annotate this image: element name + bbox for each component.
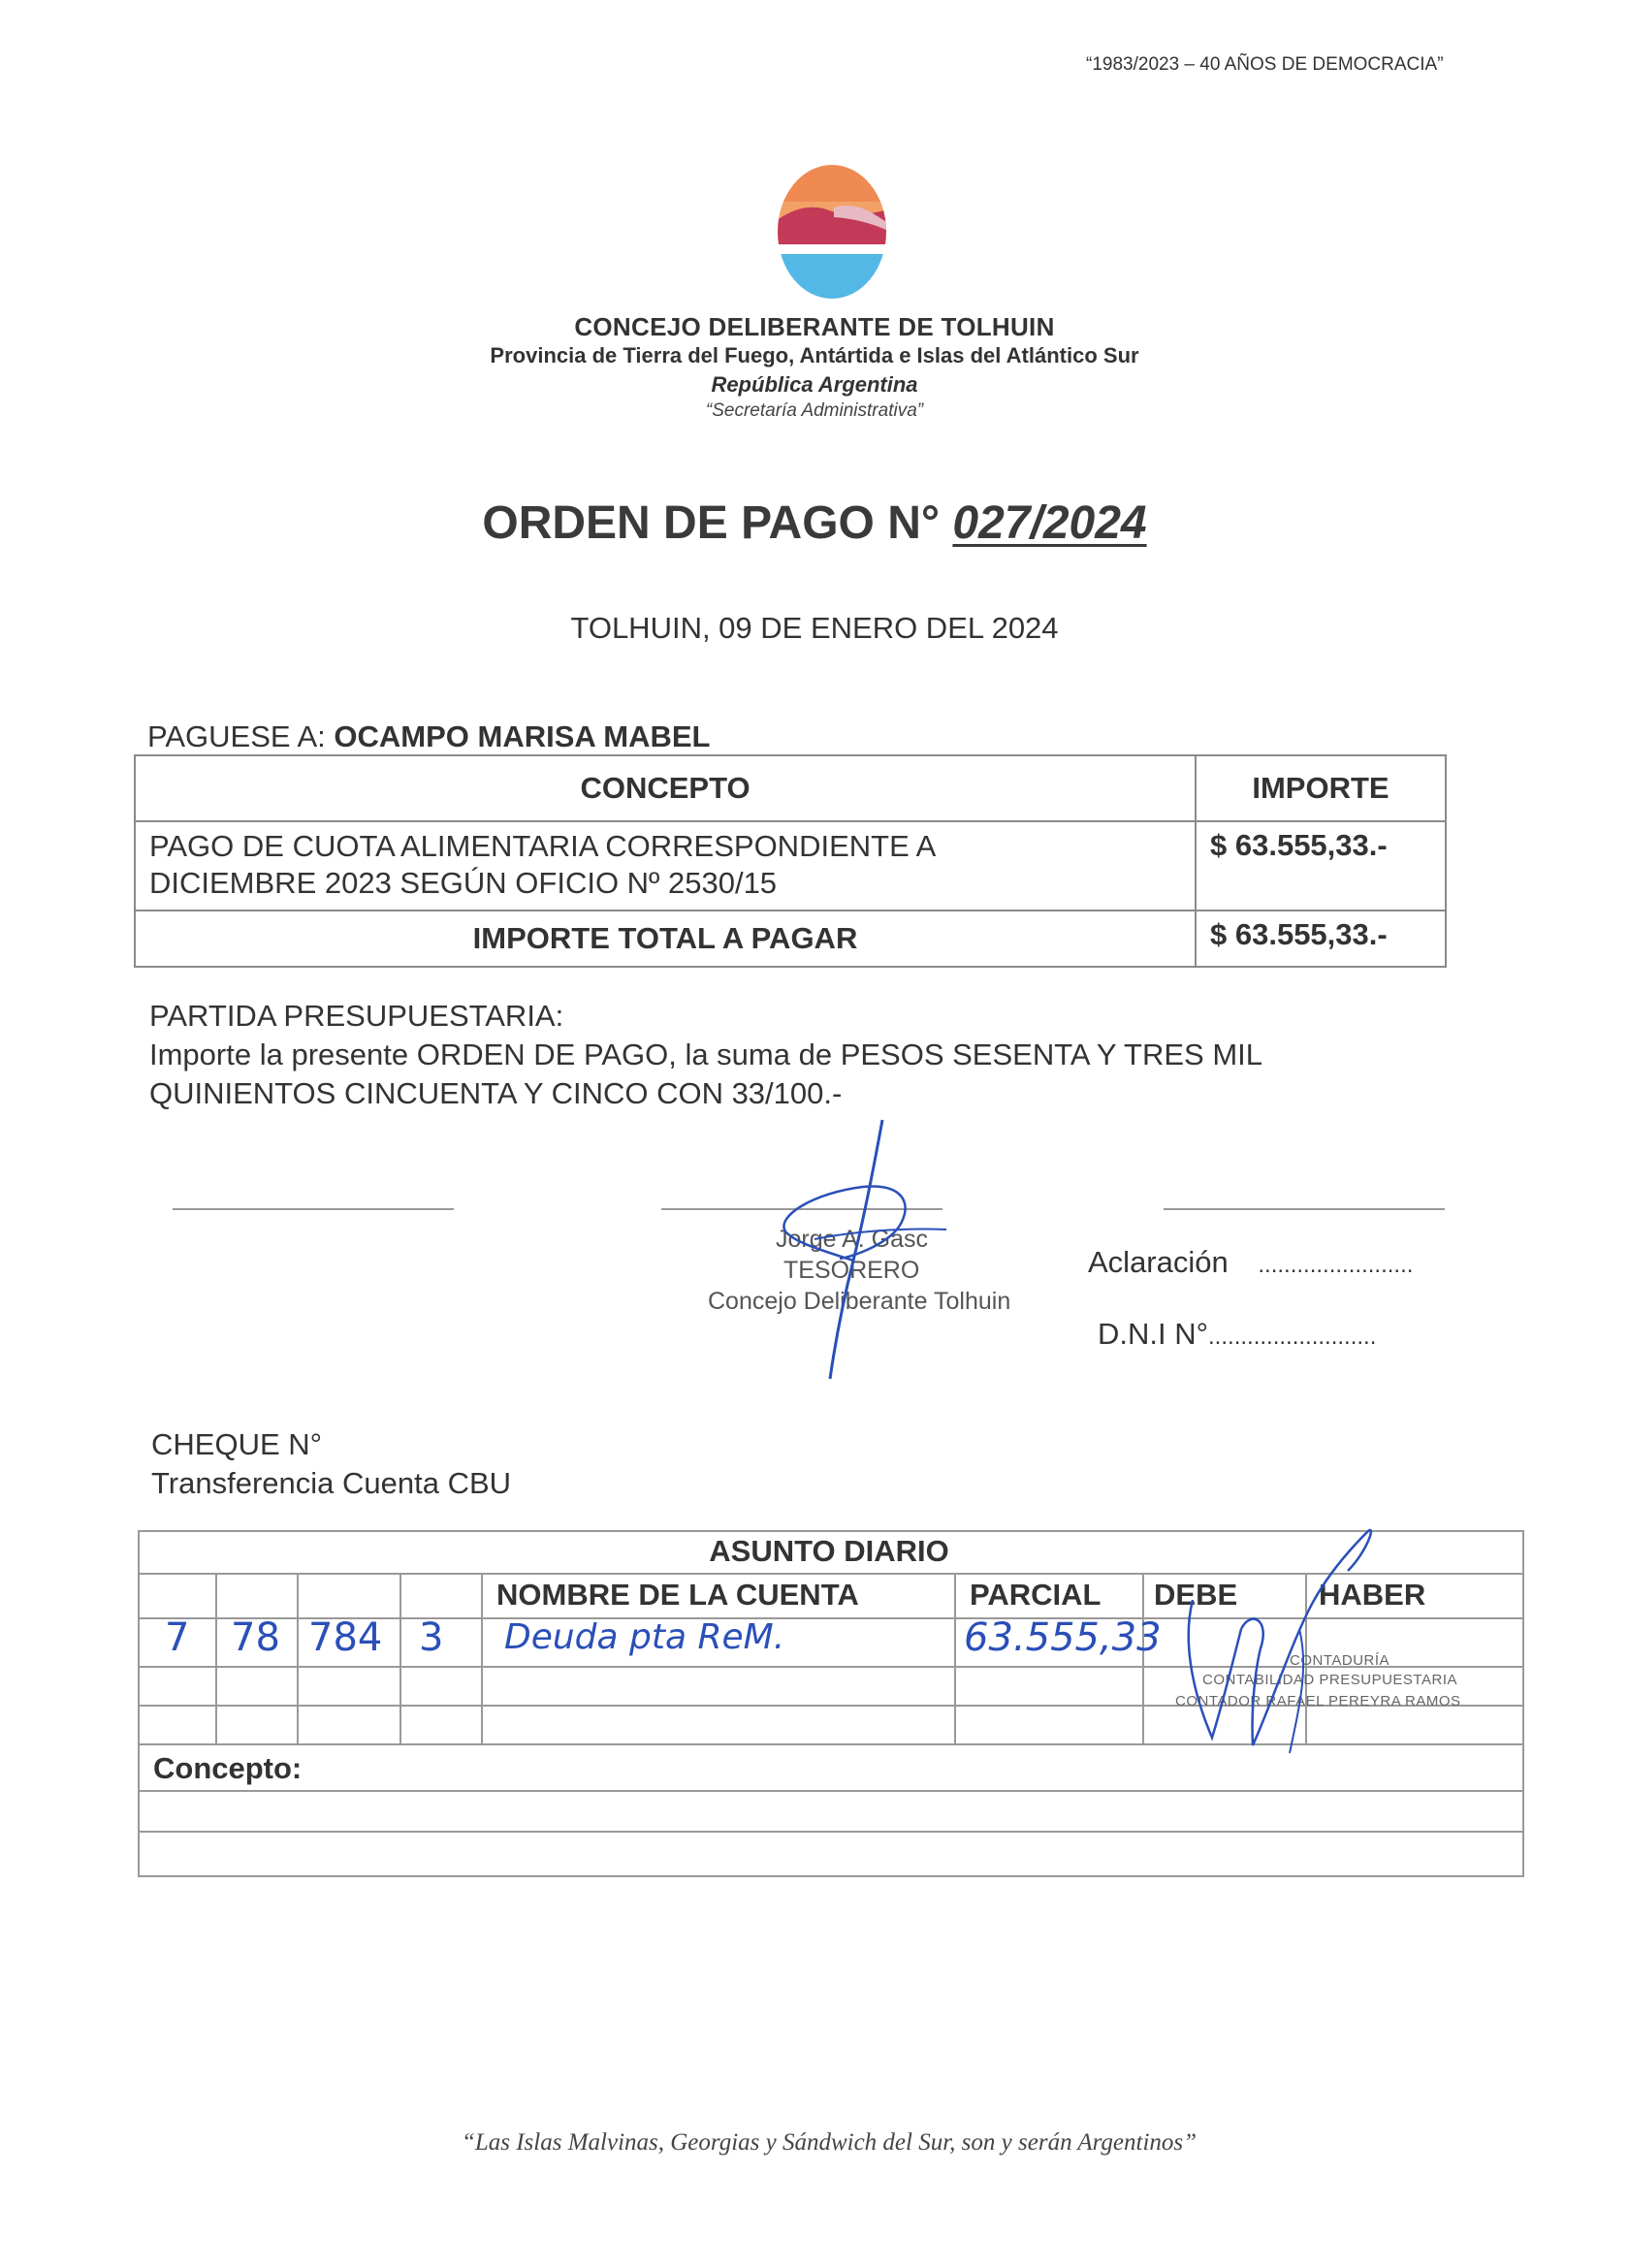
dni-dots: .......................... [1208,1324,1377,1350]
account-name-header: NOMBRE DE LA CUENTA [496,1578,859,1612]
journal-concept-label: Concepto: [153,1751,303,1785]
grid-col-1 [215,1573,217,1745]
handwritten-partial-amount: 63.555,33 [964,1615,1162,1660]
province-name: Provincia de Tierra del Fuego, Antártida e Islas del Atlántico Sur [490,343,1139,367]
sunset-mountains-sea-emblem-icon [776,163,888,301]
issue-date: TOLHUIN, 09 DE ENERO DEL 2024 [570,611,1059,645]
total-label: IMPORTE TOTAL A PAGAR [135,910,1196,967]
cheque-section [151,1425,511,1503]
stamp-line-3: CONTADOR RAFAEL PEREYRA RAMOS [1175,1693,1461,1709]
organization-name: CONCEJO DELIBERANTE DE TOLHUIN [574,312,1055,341]
treasurer-entity: Concejo Deliberante Tolhuin [708,1288,1011,1315]
journal-title: ASUNTO DIARIO [709,1534,949,1568]
malvinas-footer: “Las Islas Malvinas, Georgias y Sándwich del Sur, son y serán Argentinos” [461,2129,1198,2156]
grid-col-3 [399,1573,401,1745]
document-title [0,496,1629,550]
treasurer-signature-icon [756,1115,950,1387]
total-amount: $ 63.555,33.- [1196,910,1446,967]
total-row [135,910,1446,967]
grid-left [138,1530,140,1877]
handwritten-code-1: 7 [165,1615,190,1660]
grid-bottom [138,1875,1524,1877]
concept-line-2: DICIEMBRE 2023 SEGÚN OFICIO Nº 2530/15 [149,866,778,900]
item-amount: $ 63.555,33.- [1196,821,1446,910]
budget-line-1: Importe la presente ORDEN DE PAGO, la suma de PESOS SESENTA Y TRES MIL [149,1038,1263,1071]
handwritten-code-4: 3 [419,1615,444,1660]
debit-header: DEBE [1154,1578,1238,1612]
grid-col-2 [297,1573,299,1745]
accountant-signature-icon [1164,1513,1396,1765]
order-number: 027/2024 [952,497,1147,549]
partial-header: PARCIAL [970,1578,1102,1612]
transfer-label: Transferencia Cuenta CBU [151,1466,512,1500]
grid-right [1522,1530,1524,1877]
credit-header: HABER [1319,1578,1426,1612]
stamp-line-2: CONTABILIDAD PRESUPUESTARIA [1202,1672,1457,1688]
payment-table-header [135,755,1446,821]
handwritten-account-name: Deuda pta ReM. [504,1617,785,1657]
amount-header: IMPORTE [1196,755,1446,821]
treasurer-name: Jorge A. Gasc [776,1226,929,1253]
dni-label: D.N.I N° [1098,1317,1209,1351]
republic-name: República Argentina [711,372,918,397]
budget-line-2: QUINIENTOS CINCUENTA Y CINCO CON 33/100.- [149,1076,843,1110]
clarification-line [1088,1245,1413,1280]
centenary-motto: “1983/2023 – 40 AÑOS DE DEMOCRACIA” [1086,54,1444,75]
budget-label: PARTIDA PRESUPUESTARIA: [149,999,564,1033]
clarification-label: Aclaración [1088,1245,1229,1279]
signature-line-left [173,1208,454,1210]
payee-name: OCAMPO MARISA MABEL [334,719,711,753]
title-prefix: ORDEN DE PAGO N° [482,497,941,549]
grid-row-7 [138,1831,1524,1833]
stamp-line-1: CONTADURÍA [1290,1652,1390,1669]
clarification-dots: ........................ [1258,1252,1414,1278]
payee-label: PAGUESE A: [147,719,326,753]
secretariat-name: “Secretaría Administrativa” [705,400,924,421]
grid-row-6 [138,1790,1524,1792]
dni-line [1098,1317,1376,1352]
handwritten-code-2: 78 [231,1615,280,1660]
treasurer-role: TESORERO [783,1257,920,1284]
payment-table [134,754,1447,968]
concept-line-1: PAGO DE CUOTA ALIMENTARIA CORRESPONDIENTE A [149,829,937,863]
grid-col-5 [954,1573,956,1745]
grid-col-4 [481,1573,483,1745]
table-row [135,821,1446,910]
budget-section [149,997,1439,1113]
concept-header: CONCEPTO [135,755,1196,821]
payee-line [147,719,710,754]
signature-line-right [1164,1208,1445,1210]
concept-description [135,821,1196,910]
handwritten-code-3: 784 [308,1615,383,1660]
cheque-label: CHEQUE N° [151,1427,323,1461]
